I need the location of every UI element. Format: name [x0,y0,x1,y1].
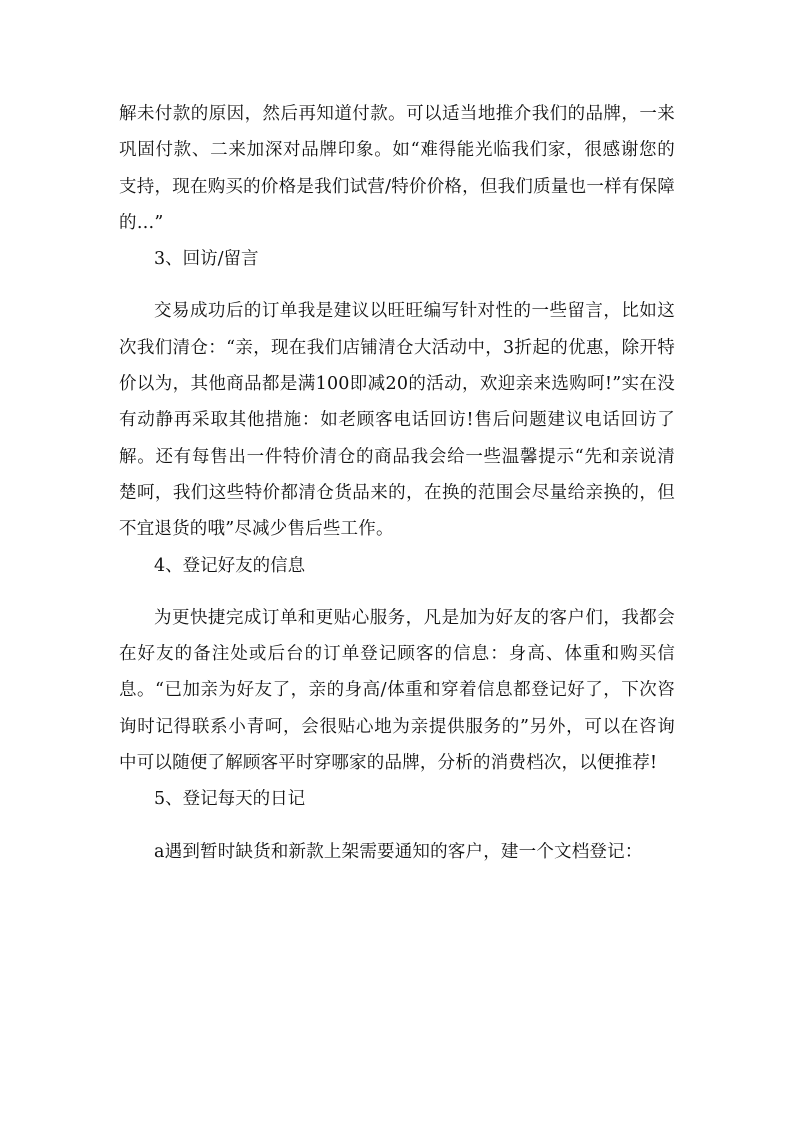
paragraph-revisit-message: 交易成功后的订单我是建议以旺旺编写针对性的一些留言，比如这次我们清仓：“亲，现在我们店铺清仓大活动中，3折起的优惠，除开特价以为，其他商品都是满100即减20的活动，欢迎亲来选购呵!”实在没有动静再采取其他措施：如老顾客电话回访!售后问题建议电话回访了解。还有每售出一件特价清仓的商品我会给一些温馨提示“先和亲说清楚呵，我们这些特价都清仓货品来的，在换的范围会尽量给亲换的，但不宜退货的哦”尽减少售后些工作。 [119,301,675,540]
section-heading-revisit: 3、回访/留言 [154,249,259,270]
document-page [119,96,675,870]
paragraph-payment-reminder: 解未付款的原因，然后再知道付款。可以适当地推介我们的品牌，一来巩固付款、二来加深对品牌印象。如“难得能光临我们家，很感谢您的支持，现在购买的价格是我们试营/特价价格，但我们质量也一样有保障的…” [119,104,675,233]
section-heading-daily-log: 5、登记每天的日记 [154,789,306,810]
section-heading-friend-info: 4、登记好友的信息 [154,555,306,576]
paragraph-daily-log: a遇到暂时缺货和新款上架需要通知的客户，建一个文档登记： [154,841,643,862]
paragraph-friend-info: 为更快捷完成订单和更贴心服务，凡是加为好友的客户们，我都会在好友的备注处或后台的订单登记顾客的信息：身高、体重和购买信息。“已加亲为好友了，亲的身高/体重和穿着信息都登记好了，下次咨询时记得联系小青呵，会很贴心地为亲提供服务的”另外，可以在咨询中可以随便了解顾客平时穿哪家的品牌，分析的消费档次，以便推荐! [119,607,675,774]
